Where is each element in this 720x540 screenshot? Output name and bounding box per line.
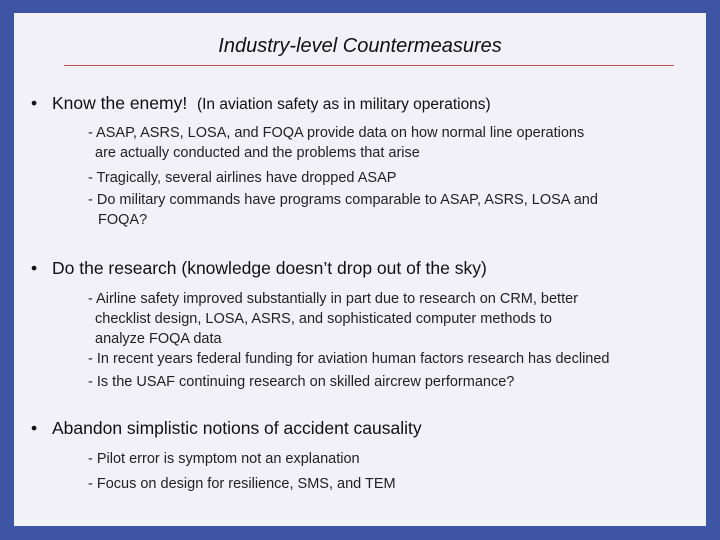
sub-item-funding-declined: - In recent years federal funding for aviation human factors research has declined (88, 351, 610, 367)
sub-item-resilience: - Focus on design for resilience, SMS, and TEM (88, 476, 396, 492)
sub-item-asap-data: - ASAP, ASRS, LOSA, and FOQA provide data on how normal line operations are actually conducted and the problems that arise (88, 125, 585, 161)
bullet-text: Do the research (knowledge doesn’t drop out of the sky) (52, 258, 487, 278)
title-divider (64, 65, 674, 66)
slide-title: Industry-level Countermeasures (218, 35, 502, 57)
bullet-text: Abandon simplistic notions of accident causality (52, 418, 422, 438)
bullet-text: Know the enemy! (In aviation safety as in military operations) (52, 93, 491, 113)
bullet-dot: • (31, 258, 38, 278)
bullet-dot: • (31, 418, 38, 438)
slide (14, 13, 706, 526)
sub-item-pilot-error: - Pilot error is symptom not an explanation (88, 451, 360, 467)
sub-item-usaf-research: - Is the USAF continuing research on skilled aircrew performance? (88, 374, 515, 390)
sub-item-safety-improved: - Airline safety improved substantially in part due to research on CRM, better checklist design, LOSA, ASRS, and sophisticated computer methods to analyze FOQA data (88, 291, 579, 347)
bullet-dot: • (31, 93, 38, 113)
sub-item-dropped-asap: - Tragically, several airlines have dropped ASAP (88, 170, 397, 186)
sub-item-military-programs: - Do military commands have programs comparable to ASAP, ASRS, LOSA and FOQA? (88, 192, 598, 228)
